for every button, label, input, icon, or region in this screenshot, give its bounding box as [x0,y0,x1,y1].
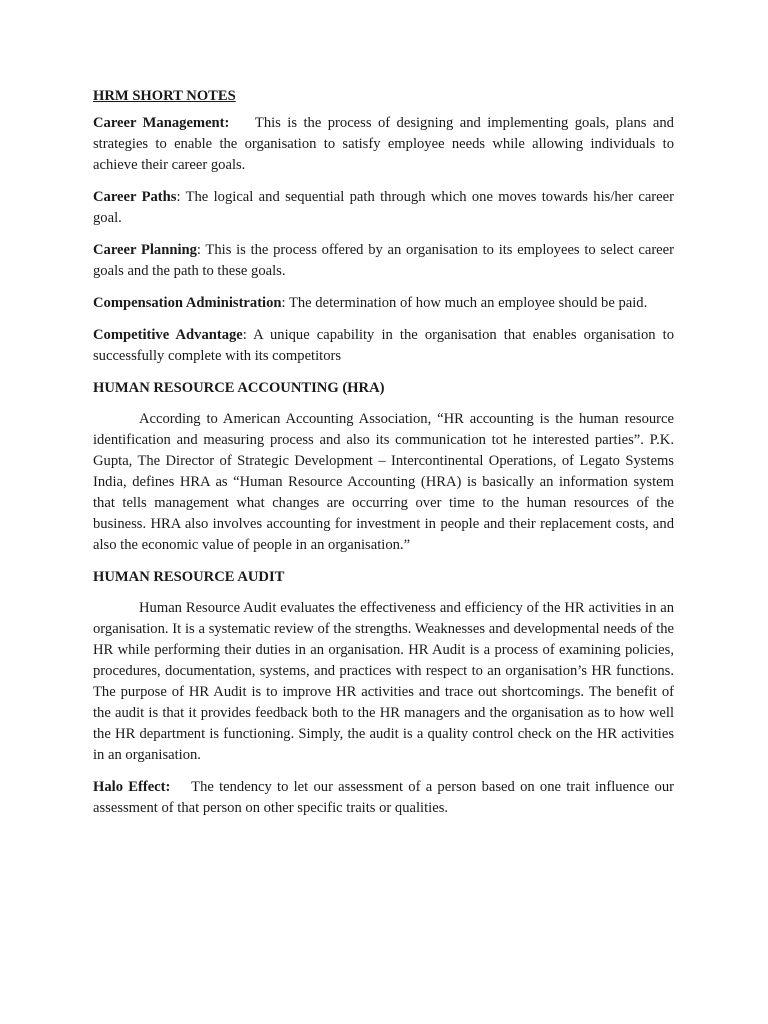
glossary-term: Career Planning [93,242,197,258]
document-page [93,86,674,830]
glossary-term: Competitive Advantage [93,327,243,343]
glossary-entry-career-planning [93,240,674,282]
section-heading-hra: HUMAN RESOURCE ACCOUNTING (HRA) [93,380,385,396]
glossary-term: Career Paths [93,189,177,205]
document-title: HRM SHORT NOTES [93,88,236,104]
glossary-entry-competitive-advantage [93,325,674,367]
glossary-term: Compensation Administration [93,295,282,311]
section-paragraph-audit: Human Resource Audit evaluates the effectiveness and efficiency of the HR activities in an organisation. It is a systematic review of the strengths. Weaknesses and developmental needs of the HR while performing their duties in an organisation. HR Audit is a process of examining policies, procedures, documentation, systems, and practices with respect to an organisation’s HR functions. The purpose of HR Audit is to improve HR activities and trace out shortcomings. The benefit of the audit is that it provides feedback both to the HR managers and the organisation as to how well the HR department is functioning. Simply, the audit is a quality control check on the HR activities in an organisation. [93,600,674,763]
glossary-definition: The tendency to let our assessment of a person based on one trait influence our assessment of that person on other specific traits or qualities. [93,779,674,816]
glossary-entry-career-paths [93,187,674,229]
glossary-term: Halo Effect: [93,779,171,795]
glossary-entry-halo-effect [93,777,674,819]
glossary-term: Career Management: [93,115,230,131]
glossary-definition: : The logical and sequential path through which one moves towards his/her career goal. [93,189,674,226]
glossary-definition: : A unique capability in the organisation that enables organisation to successfully complete with its competitors [93,327,674,364]
glossary-definition: : This is the process offered by an organisation to its employees to select career goals and the path to these goals. [93,242,674,279]
glossary-definition: : The determination of how much an employee should be paid. [281,295,648,311]
glossary-entry-compensation-administration [93,293,674,314]
section-paragraph-hra: According to American Accounting Association, “HR accounting is the human resource identification and measuring process and also its communication tot he interested parties”. P.K. Gupta, The Director of Strategic Development – Intercontinental Operations, of Legato Systems India, defines HRA as “Human Resource Accounting (HRA) is basically an information system that tells management what changes are occurring over time to the human resources of the business. HRA also involves accounting for investment in people and their replacement costs, and also the economic value of people in an organisation.” [93,411,674,553]
glossary-entry-career-management [93,113,674,176]
section-heading-audit: HUMAN RESOURCE AUDIT [93,569,285,585]
glossary-definition: This is the process of designing and implementing goals, plans and strategies to enable the organisation to satisfy employee needs while allowing individuals to achieve their career goals. [93,115,674,173]
